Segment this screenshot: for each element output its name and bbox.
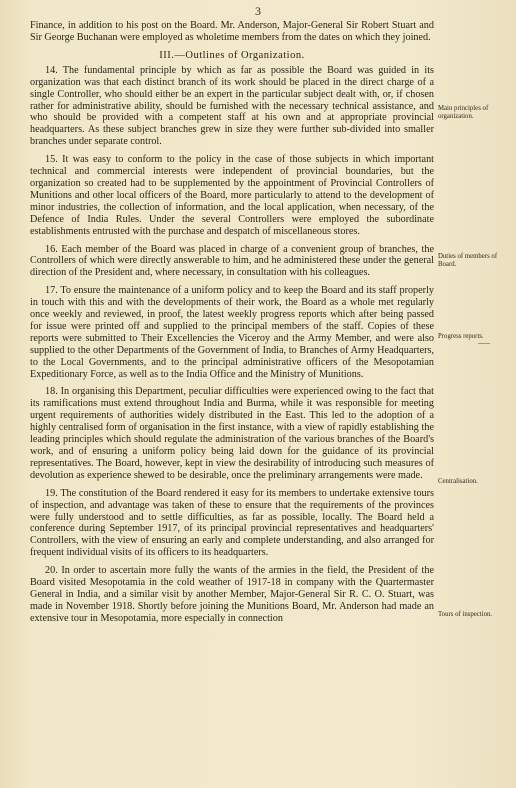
paragraph-19: 19. The constitution of the Board rendered it easy for its members to undertake extensive tours of inspection, and advantage was taken of these to ensure that the requirements of the provinces were fully understood and to settle difficulties, as far as possible, locally. The Board held a conference during September 1917, of its principal provincial representatives and headquarters' Controllers, with the view of ensuring an early and complete understanding, and also arranged for frequent individual visits of its officers to its headquarters. bbox=[30, 487, 434, 559]
side-note-tours-of-inspection: Tours of inspection. bbox=[438, 611, 493, 618]
intro-paragraph: Finance, in addition to his post on the Board. Mr. Anderson, Major-General Sir Robert Stuart and Sir George Buchanan were employed as wholetime members from the dates on which they joined. bbox=[30, 20, 434, 43]
paragraph-18: 18. In organising this Department, peculiar difficulties were experienced owing to the fact that its ramifications must extend throughout India and Burma, while it was responsible for meeting urgent requirements of authorities widely distributed in the East. This led to the adoption of a highly centralised form of organisation in the first instance, with a view of rapidly establishing the leading principles which should regulate the administration of the various branches of the Board's work, and of ensuring a uniform policy being laid down for the guidance of its provincial representatives. The Board, however, kept in view the desirability of introducing such measures of devolution as experience shewed to be desirable, once the preliminary arrangements were made. bbox=[30, 386, 434, 481]
section-heading: III.—Outlines of Organization. bbox=[159, 49, 305, 61]
side-note-progress-reports: Progress reports. bbox=[438, 333, 484, 340]
side-note-main-principles: Main principles of organization. bbox=[438, 105, 489, 120]
body-text bbox=[30, 20, 434, 625]
paragraph-17: 17. To ensure the maintenance of a uniform policy and to keep the Board and its staff properly in touch with this and with the developments of their work, the Board as a whole met regularly once weekly and reviewed, in proof, the latest weekly progress reports which after being passed for issue were printed off and supplied to the principal members of the staff. Copies of these reports were submitted to Their Excellencies the Viceroy and the Army Member, and were also supplied to the other Departments of the Government of India, to Branches of Army Headquarters, to the Local Governments, and to the principal administrative officers of the Mesopotamian Expeditionary Force, as well as to the India Office and the Ministry of Munitions. bbox=[30, 285, 434, 380]
paragraph-15: 15. It was easy to conform to the policy in the case of those subjects in which important technical and commercial interests were independent of provincial boundaries, but the organization so created had to be supplemented by the appointment of Provincial Controllers of Munitions and other local officers of the Board, more particularly to attend to the development of minor industries, the collection of information, and the local application, when necessary, of the Defence of India Rules. Under the several Controllers were employed the subordinate establishments entrusted with the purchase and despatch of miscellaneous stores. bbox=[30, 154, 434, 237]
pencil-mark: — bbox=[478, 335, 490, 349]
paragraph-20: 20. In order to ascertain more fully the wants of the armies in the field, the President of the Board visited Mesopotamia in the cold weather of 1917-18 in company with the Quartermaster General in India, and a similar visit by another Member, Major-General Sir R. C. O. Stuart, was made in November 1918. Shortly before joining the Munitions Board, Mr. Anderson had made an extensive tour in Mesopotamia, more especially in connection bbox=[30, 565, 434, 624]
paragraph-14: 14. The fundamental principle by which as far as possible the Board was guided in its organization was that each distinct branch of its work should be placed in the direct charge of a single Controller, who should either be an expert in the particular subject dealt with, or, if chosen rather for administrative ability, should be furnished with the necessary technical assistance, and who should be provided with a competent staff at his own and at appropriate provincial headquarters. As these subject branches grew in size they were further sub-divided into smaller branches under separate control. bbox=[30, 64, 434, 148]
side-note-centralisation: Centralisation. bbox=[438, 478, 478, 485]
page-number: 3 bbox=[255, 4, 261, 18]
paragraph-16: 16. Each member of the Board was placed in charge of a convenient group of branches, the Controllers of which were directly answerable to him, and he administered these under the general direction of the President and, where necessary, in consultation with his colleagues. bbox=[30, 243, 434, 279]
side-note-duties-of-members: Duties of members of Board. bbox=[438, 253, 498, 268]
